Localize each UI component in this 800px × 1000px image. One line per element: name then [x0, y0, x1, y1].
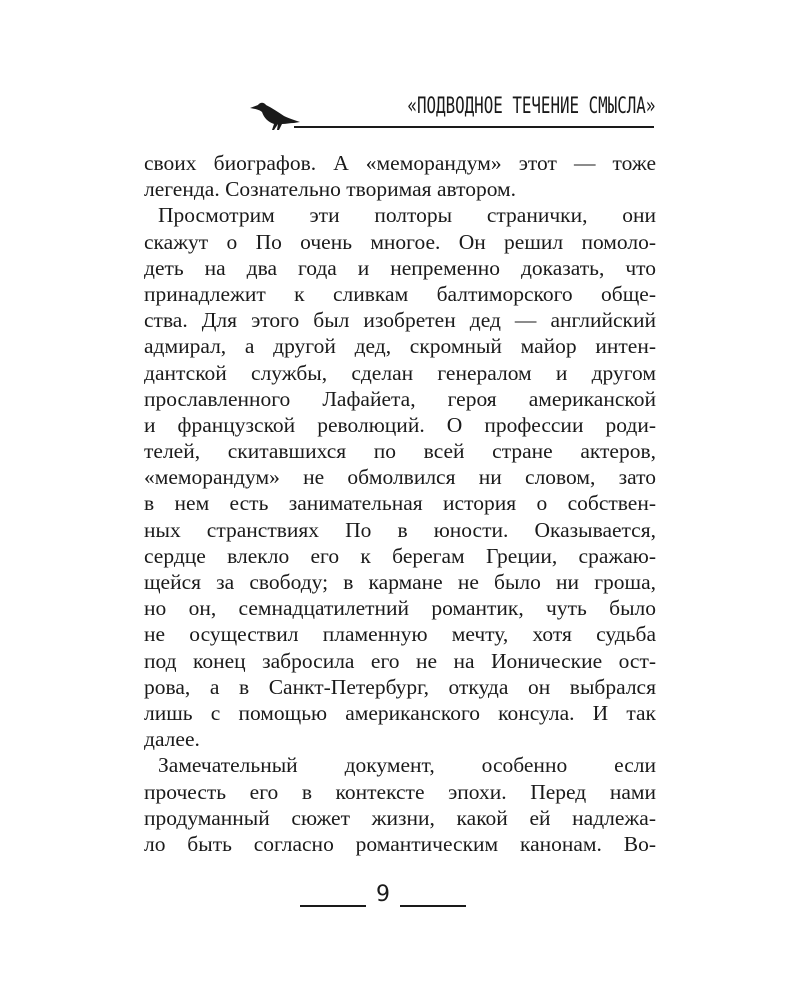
- text-line: лишь с помощью американского консула. И так: [144, 700, 656, 725]
- text-line: щейся за свободу; в кармане не было ни гроша,: [144, 570, 656, 594]
- text-line: далее.: [144, 727, 200, 752]
- text-line: принадлежит к сливкам балтиморского обще-: [144, 281, 656, 306]
- text-line: не осуществил пламенную мечту, хотя судьба: [144, 622, 656, 647]
- text-line: Замечательный документ, особенно если: [158, 753, 656, 778]
- text-line: своих биографов. А «меморандум» этот — тоже: [144, 151, 656, 175]
- text-line: прочесть его в контексте эпохи. Перед нами: [144, 779, 656, 804]
- raven-icon: [248, 96, 304, 130]
- text-line: ных странствиях По в юности. Оказывается,: [144, 517, 656, 542]
- text-line: «меморандум» не обмолвился ни словом, зато: [144, 465, 656, 490]
- text-line: деть на два года и непременно доказать, что: [144, 255, 656, 280]
- text-line: прославленного Лафайета, героя американской: [144, 386, 656, 411]
- text-line: адмирал, а другой дед, скромный майор интен-: [144, 334, 656, 359]
- text-line: ства. Для этого был изобретен дед — английский: [144, 308, 656, 333]
- text-line: ло быть согласно романтическим канонам. Во-: [144, 831, 656, 856]
- body-text: [144, 150, 656, 857]
- text-line: но он, семнадцатилетний романтик, чуть было: [144, 596, 656, 621]
- text-line: скажут о По очень многое. Он решил помоло-: [144, 229, 656, 254]
- running-header: [248, 92, 663, 136]
- text-line: сердце влекло его к берегам Греции, сражаю-: [144, 543, 656, 568]
- page-folio: [300, 880, 466, 920]
- running-title: «ПОДВОДНОЕ ТЕЧЕНИЕ СМЫСЛА»: [407, 94, 655, 119]
- page-number: 9: [376, 882, 390, 907]
- folio-rule-right: [400, 905, 466, 907]
- text-line: продуманный сюжет жизни, какой ей надлежа-: [144, 805, 656, 830]
- text-line: под конец забросила его не на Ионические ост-: [144, 648, 656, 673]
- text-line: и французской революций. О профессии роди-: [144, 412, 656, 437]
- text-line: телей, скитавшихся по всей стране актеров,: [144, 439, 656, 464]
- text-line: легенда. Сознательно творимая автором.: [144, 177, 517, 202]
- header-rule: [294, 126, 654, 128]
- text-line: дантской службы, сделан генералом и другом: [144, 360, 656, 385]
- text-line: Просмотрим эти полторы странички, они: [158, 203, 656, 228]
- text-line: рова, а в Санкт-Петербург, откуда он выбрался: [144, 674, 656, 699]
- text-line: в нем есть занимательная история о собствен-: [144, 491, 656, 516]
